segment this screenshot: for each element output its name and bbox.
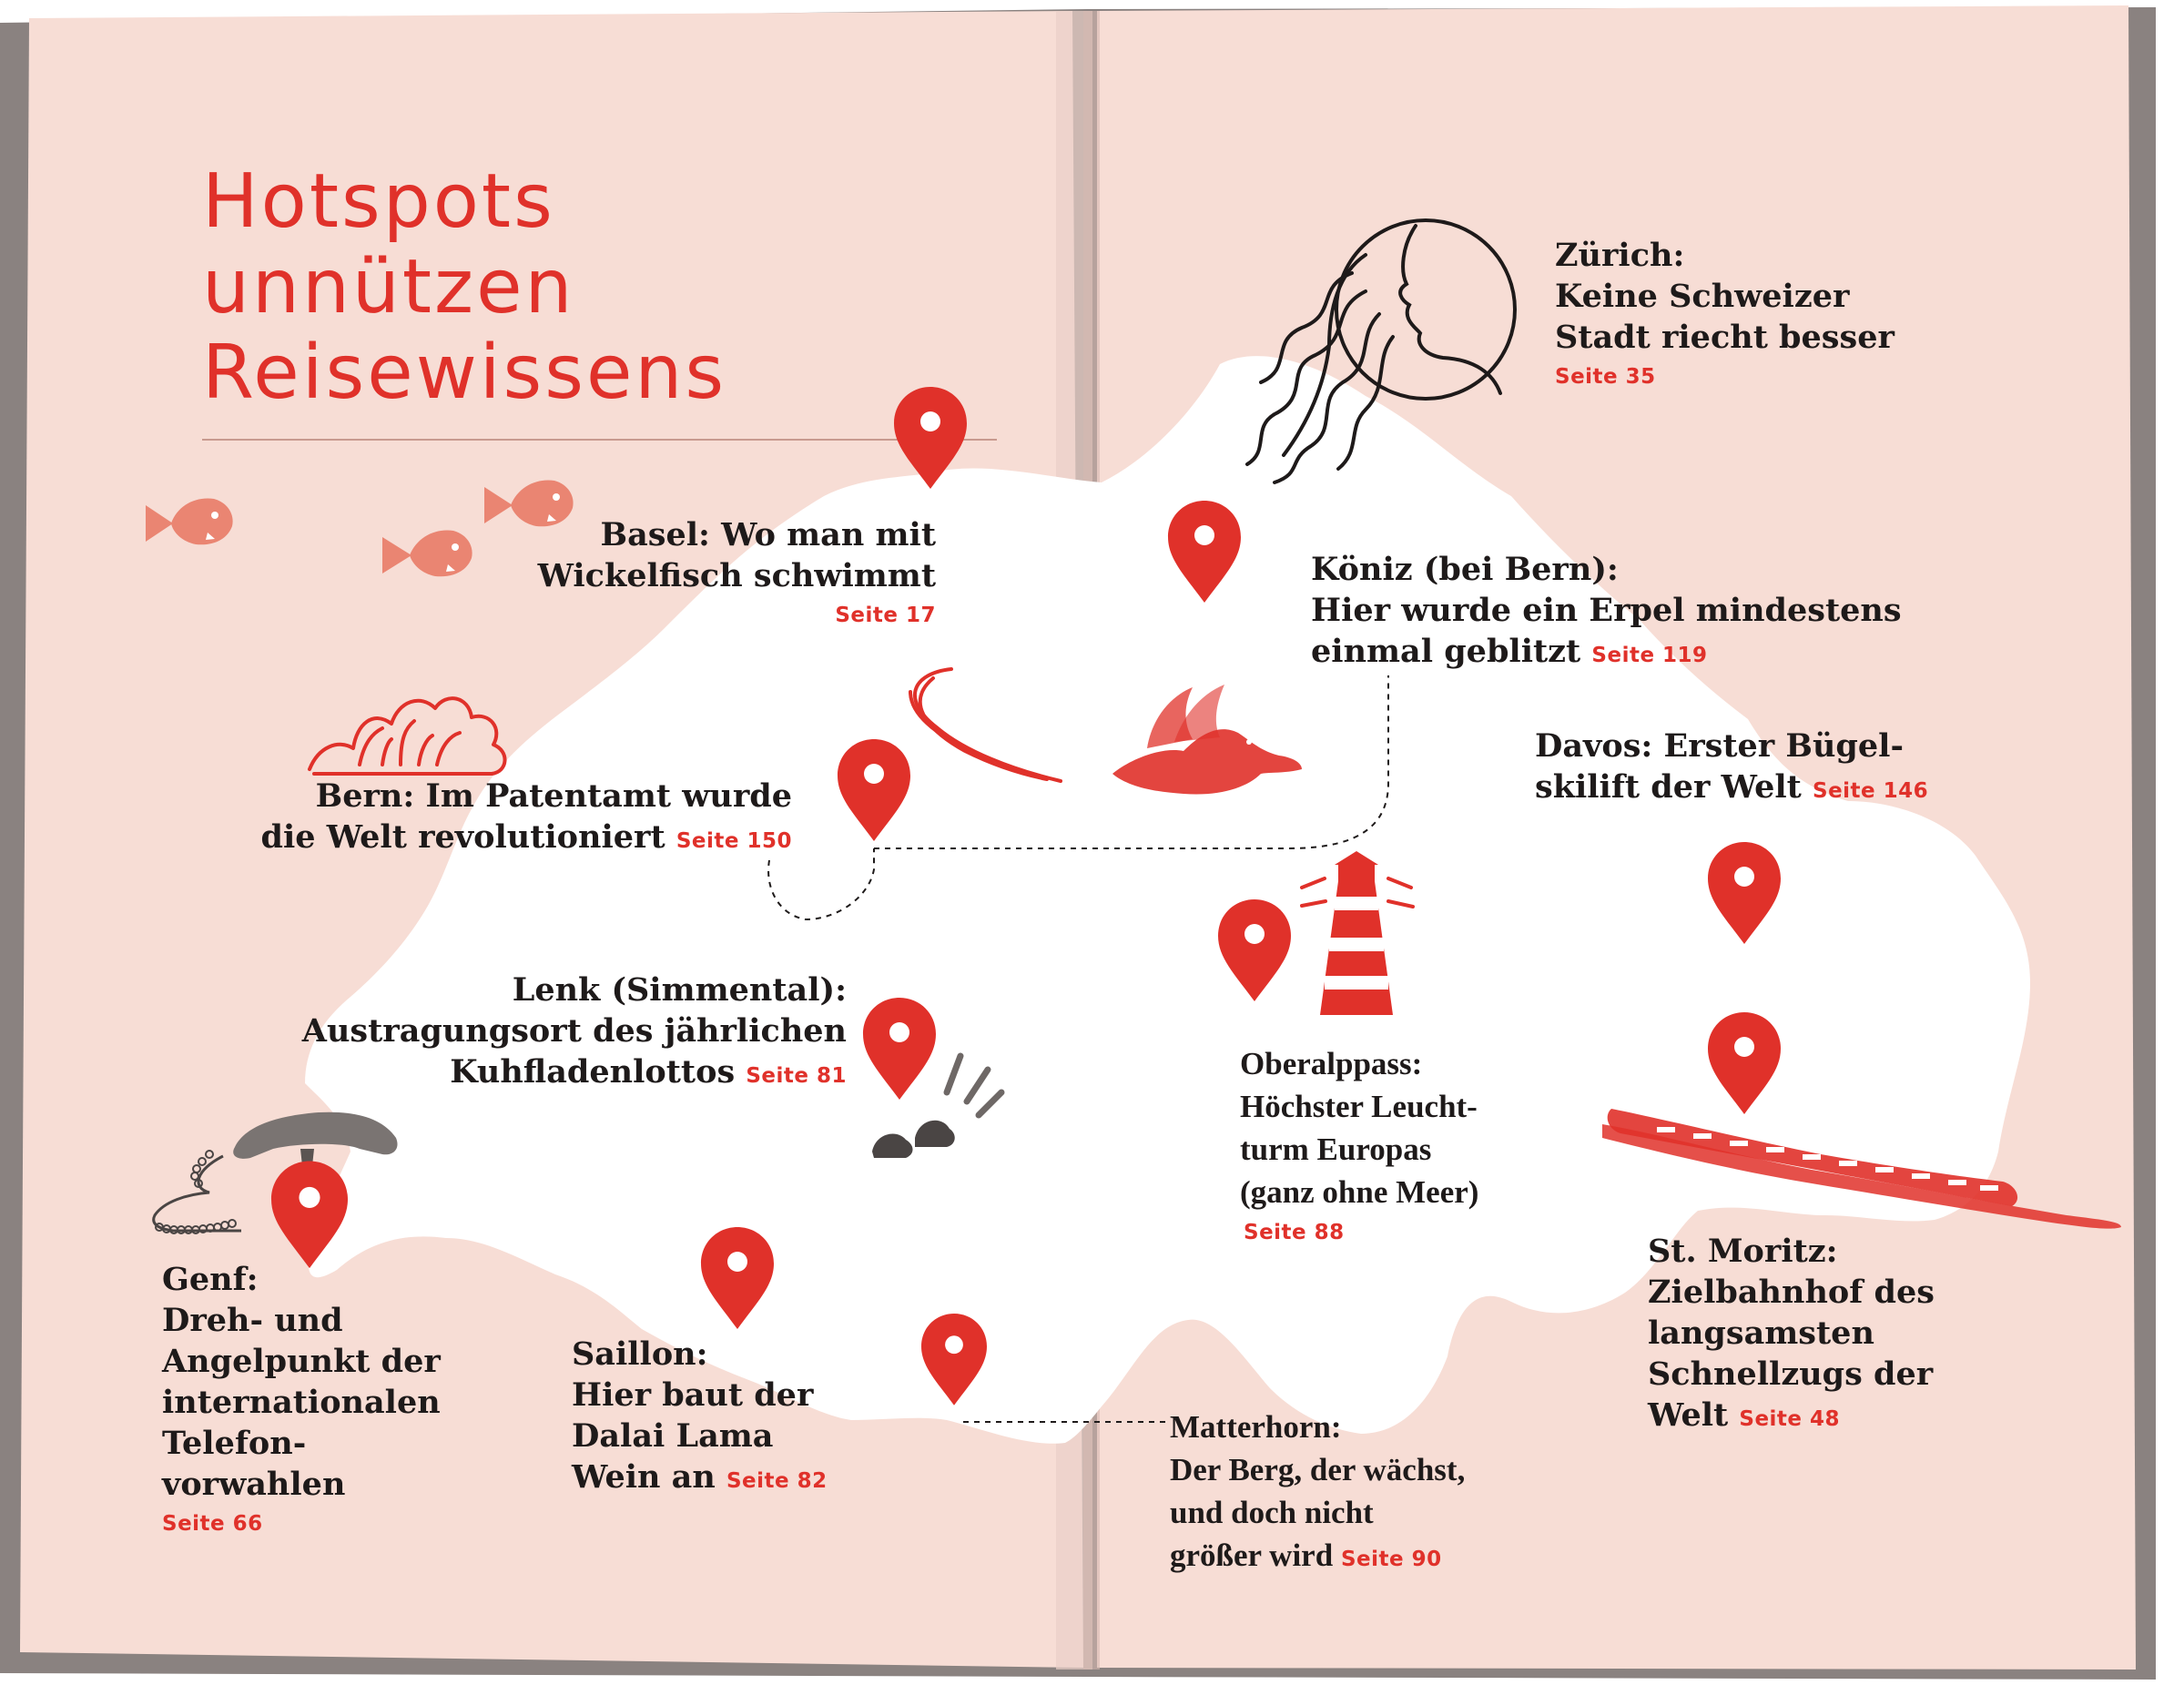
zurich-label — [1555, 235, 1894, 391]
davos-label — [1535, 726, 1928, 812]
koeniz-page-ref[interactable]: Seite 119 — [1591, 644, 1708, 667]
bern-page-ref[interactable]: Seite 150 — [676, 829, 792, 853]
matterhorn-line-1: Matterhorn: — [1170, 1409, 1342, 1445]
stmoritz-page-ref[interactable]: Seite 48 — [1739, 1407, 1841, 1431]
stmoritz-line-2: Zielbahnhof des — [1648, 1274, 1935, 1311]
lenk-page-ref[interactable]: Seite 81 — [746, 1064, 847, 1088]
koeniz-label — [1311, 549, 1902, 676]
bern-line-1: Bern: Im Patentamt wurde — [315, 777, 792, 815]
matterhorn-line-3: und doch nicht — [1170, 1495, 1374, 1530]
koeniz-line-3: einmal geblitzt — [1311, 633, 1581, 670]
stmoritz-line-4: Schnellzugs der — [1648, 1355, 1934, 1393]
zurich-page-ref[interactable]: Seite 35 — [1555, 365, 1656, 389]
bern-line-2: die Welt revolutioniert — [260, 818, 665, 856]
oberalp-line-3: turm Europas — [1240, 1132, 1432, 1167]
genf-line-6: vorwahlen — [162, 1466, 346, 1503]
bern-label — [218, 776, 792, 862]
oberalp-page-ref[interactable]: Seite 88 — [1244, 1221, 1345, 1244]
genf-line-2: Dreh- und — [162, 1302, 343, 1339]
saillon-line-1: Saillon: — [572, 1335, 708, 1373]
genf-page-ref[interactable]: Seite 66 — [162, 1512, 263, 1536]
lenk-line-2: Austragungsort des jährlichen — [301, 1012, 847, 1050]
matterhorn-line-2: Der Berg, der wächst, — [1170, 1452, 1466, 1487]
davos-page-ref[interactable]: Seite 146 — [1813, 779, 1929, 803]
saillon-label — [572, 1334, 828, 1502]
lenk-line-3: Kuhfladenlottos — [450, 1053, 736, 1091]
title-line-1: Hotspots — [202, 158, 555, 245]
lenk-label — [255, 969, 847, 1097]
oberalp-line-2: Höchster Leucht- — [1240, 1089, 1478, 1124]
saillon-page-ref[interactable]: Seite 82 — [726, 1469, 828, 1493]
saillon-line-3: Dalai Lama — [572, 1417, 774, 1455]
zurich-line-1: Zürich: — [1555, 237, 1685, 274]
basel-line-2: Wickelfisch schwimmt — [537, 557, 936, 594]
zurich-line-2: Keine Schweizer — [1555, 278, 1850, 315]
koeniz-line-1: Köniz (bei Bern): — [1311, 551, 1619, 588]
lenk-line-1: Lenk (Simmental): — [512, 971, 847, 1009]
oberalp-label — [1240, 1042, 1478, 1246]
koeniz-line-2: Hier wurde ein Erpel mindestens — [1311, 592, 1902, 629]
matterhorn-label — [1170, 1406, 1465, 1581]
davos-line-1: Davos: Erster Bügel- — [1535, 727, 1904, 765]
stmoritz-label — [1648, 1231, 1935, 1440]
oberalp-line-4: (ganz ohne Meer) — [1240, 1174, 1479, 1210]
saillon-line-4: Wein an — [572, 1458, 716, 1496]
matterhorn-line-4: größer wird — [1170, 1538, 1334, 1573]
stmoritz-line-5: Welt — [1648, 1396, 1729, 1434]
genf-label — [162, 1259, 441, 1538]
genf-line-4: internationalen — [162, 1384, 441, 1421]
stmoritz-line-1: St. Moritz: — [1648, 1233, 1838, 1270]
zurich-line-3: Stadt riecht besser — [1555, 319, 1894, 356]
genf-line-1: Genf: — [162, 1261, 259, 1298]
davos-line-2: skilift der Welt — [1535, 768, 1802, 806]
matterhorn-page-ref[interactable]: Seite 90 — [1340, 1548, 1442, 1571]
stmoritz-line-3: langsamsten — [1648, 1314, 1874, 1352]
title-line-3: Reisewissens — [202, 330, 727, 416]
basel-label — [510, 514, 936, 629]
oberalp-line-1: Oberalppass: — [1240, 1046, 1423, 1081]
genf-line-3: Angelpunkt der — [162, 1343, 441, 1380]
title-line-2: unnützen — [202, 244, 575, 330]
genf-line-5: Telefon- — [162, 1425, 307, 1462]
basel-page-ref[interactable]: Seite 17 — [835, 604, 936, 627]
saillon-line-2: Hier baut der — [572, 1376, 814, 1414]
basel-line-1: Basel: Wo man mit — [600, 516, 936, 553]
page-title — [202, 159, 726, 416]
